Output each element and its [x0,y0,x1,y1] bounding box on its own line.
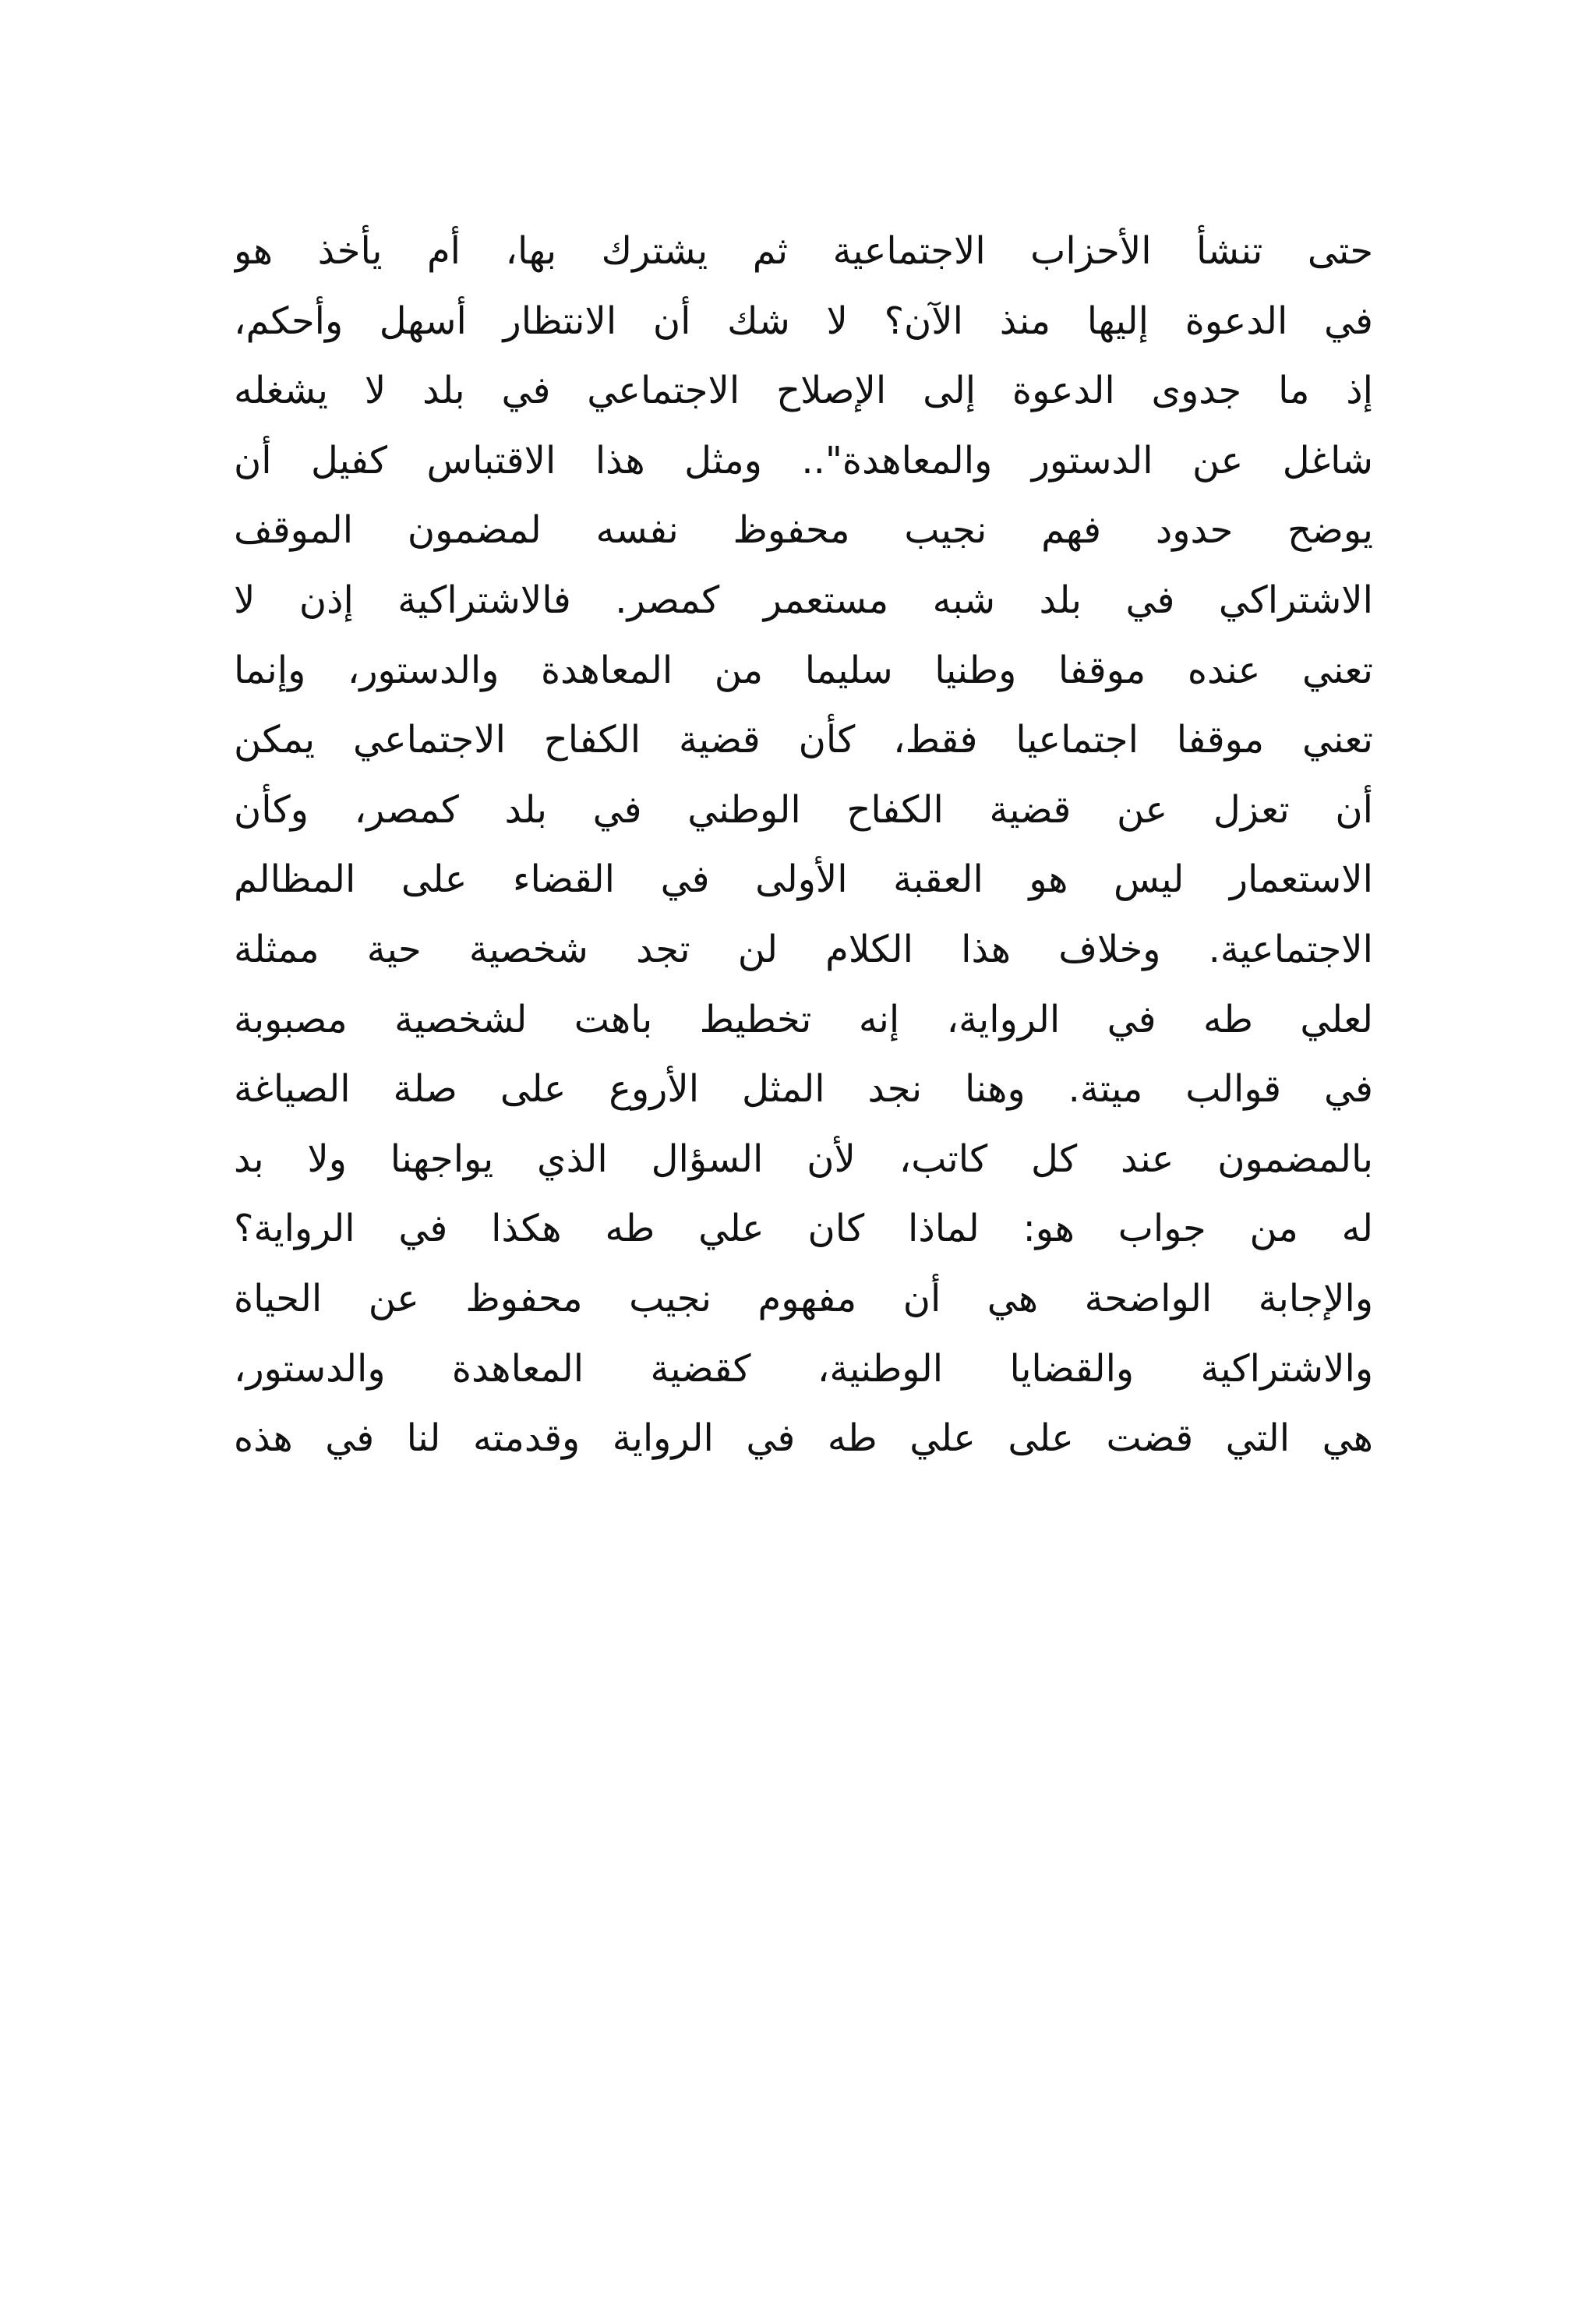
text-line: والاشتراكية والقضايا الوطنية، كقضية المعاهدة والدستور، [234,1346,1373,1391]
text-line: يوضح حدود فهم نجيب محفوظ نفسه لمضمون الموقف [234,508,1373,553]
text-line: بالمضمون عند كل كاتب، لأن السؤال الذي يواجهنا ولا بد [234,1137,1373,1181]
text-line: هي التي قضت على علي طه في الرواية وقدمته لنا في هذه [234,1416,1373,1461]
body-text [234,217,1373,1474]
text-line: الاشتراكي في بلد شبه مستعمر كمصر. فالاشتراكية إذن لا [234,578,1373,622]
text-line: الاستعمار ليس هو العقبة الأولى في القضاء على المظالم [234,857,1373,902]
text-line: تعني عنده موقفا وطنيا سليما من المعاهدة والدستور، وإنما [234,648,1373,692]
text-line: شاغل عن الدستور والمعاهدة".. ومثل هذا الاقتباس كفيل أن [234,438,1373,483]
text-line: له من جواب هو: لماذا كان علي طه هكذا في الرواية؟ [234,1207,1373,1251]
text-line: الاجتماعية. وخلاف هذا الكلام لن تجد شخصية حية ممثلة [234,927,1373,971]
text-line: لعلي طه في الرواية، إنه تخطيط باهت لشخصية مصبوبة [234,997,1373,1041]
text-line: إذ ما جدوى الدعوة إلى الإصلاح الاجتماعي في بلد لا يشغله [234,369,1373,413]
text-line: في قوالب ميتة. وهنا نجد المثل الأروع على صلة الصياغة [234,1067,1373,1112]
text-line: تعني موقفا اجتماعيا فقط، كأن قضية الكفاح الاجتماعي يمكن [234,718,1373,762]
text-line: والإجابة الواضحة هي أن مفهوم نجيب محفوظ عن الحياة [234,1276,1373,1320]
text-line: أن تعزل عن قضية الكفاح الوطني في بلد كمصر، وكأن [234,787,1373,832]
text-line: في الدعوة إليها منذ الآن؟ لا شك أن الانتظار أسهل وأحكم، [234,299,1373,343]
text-line: حتى تنشأ الأحزاب الاجتماعية ثم يشترك بها، أم يأخذ هو [234,229,1373,273]
